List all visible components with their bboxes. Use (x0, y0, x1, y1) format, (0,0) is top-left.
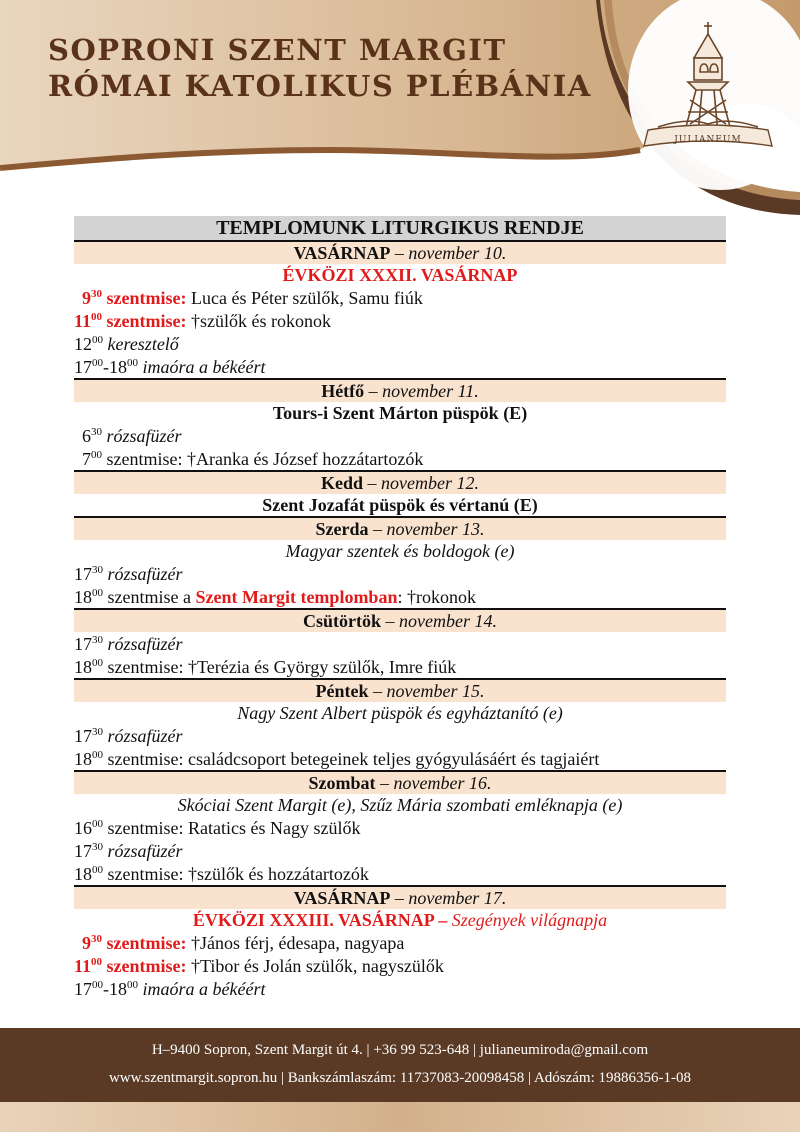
item-text: szentmise: családcsoport betegeinek teljes gyógyulásáért és tagjaiért (103, 749, 600, 769)
hour: 17 (74, 726, 92, 746)
minute: 00 (92, 818, 103, 830)
schedule-item (74, 655, 726, 678)
minute: 00 (92, 979, 103, 991)
hour: 7 (82, 449, 91, 469)
hour: 17 (74, 979, 92, 999)
hour: 18 (74, 749, 92, 769)
hour: 6 (82, 426, 91, 446)
dash: – (390, 888, 409, 908)
minute: 30 (91, 288, 102, 300)
feast-title: ÉVKÖZI XXXIII. VASÁRNAP – (192, 910, 452, 930)
feast-name: ÉVKÖZI XXXII. VASÁRNAP (282, 265, 518, 285)
hour: 17 (74, 634, 92, 654)
day-header (74, 516, 726, 540)
schedule-title: TEMPLOMUNK LITURGIKUS RENDJE (74, 216, 726, 242)
parish-title (48, 32, 592, 104)
hour: 11 (74, 311, 92, 331)
minute-end: 00 (127, 979, 138, 991)
dash: – (363, 473, 382, 493)
day-name: VASÁRNAP (293, 888, 391, 908)
parish-title-line2: RÓMAI KATOLIKUS PLÉBÁNIA (48, 69, 592, 103)
day-header (74, 770, 726, 794)
day-date: november 13. (386, 519, 485, 539)
schedule-item (74, 954, 726, 977)
day-header (74, 470, 726, 494)
minute: 00 (91, 956, 103, 968)
day-name: Szerda (315, 519, 369, 539)
item-text: keresztelő (103, 334, 179, 354)
minute: 30 (92, 564, 103, 576)
hour: 9 (82, 933, 91, 953)
minute: 30 (92, 841, 103, 853)
dash: – (368, 519, 387, 539)
minute: 30 (91, 933, 102, 945)
item-text: rózsafüzér (102, 426, 182, 446)
item-text: rózsafüzér (103, 726, 183, 746)
dash: – (368, 681, 387, 701)
item-text: szentmise: †Terézia és György szülők, Imre fiúk (103, 657, 457, 677)
schedule-item (74, 839, 726, 862)
feast-name (74, 909, 726, 931)
schedule-item (74, 447, 726, 470)
hour: 17 (74, 357, 92, 377)
item-text: rózsafüzér (103, 634, 183, 654)
day-date: november 14. (399, 611, 497, 631)
schedule-item (74, 309, 726, 332)
minute: 00 (91, 449, 102, 461)
hour-end: 18 (109, 357, 127, 377)
feast-name: Skóciai Szent Margit (e), Szűz Mária szombati emléknapja (e) (177, 795, 623, 815)
item-text: imaóra a békéért (138, 979, 266, 999)
schedule-item (74, 562, 726, 585)
item-text: †Tibor és Jolán szülők, nagyszülők (186, 956, 444, 976)
day-date: november 16. (393, 773, 492, 793)
hour: 17 (74, 564, 92, 584)
feast-name: Magyar szentek és boldogok (e) (285, 541, 515, 561)
day-date: november 10. (408, 243, 507, 263)
item-text: szentmise: †szülők és hozzátartozók (103, 864, 369, 884)
footer-bank-info: www.szentmargit.sopron.hu | Bankszámlaszám: 11737083-20098458 | Adószám: 19886356-1-08 (108, 1070, 692, 1086)
minute: 00 (92, 357, 103, 369)
item-text: Luca és Péter szülők, Samu fiúk (186, 288, 423, 308)
hour: 9 (82, 288, 91, 308)
schedule-item (74, 862, 726, 885)
footer-decoration (0, 1102, 800, 1132)
item-text: rózsafüzér (103, 564, 183, 584)
dash: – (364, 381, 383, 401)
item-text: rózsafüzér (103, 841, 183, 861)
day-name: Kedd (321, 473, 364, 493)
feast-subtitle: Szegények világnapja (451, 910, 608, 930)
item-label: szentmise: (102, 956, 187, 976)
day-date: november 12. (381, 473, 479, 493)
day-date: november 17. (408, 888, 507, 908)
liturgical-schedule (74, 216, 726, 1000)
day-header (74, 242, 726, 264)
day-name: Csütörtök (303, 611, 382, 631)
item-text: szentmise: †Aranka és József hozzátartozók (102, 449, 424, 469)
item-text: †szülők és rokonok (186, 311, 331, 331)
parish-title-line1: SOPRONI SZENT MARGIT (48, 33, 507, 67)
minute: 00 (92, 334, 103, 346)
minute: 30 (92, 726, 103, 738)
schedule-item (74, 816, 726, 839)
day-header (74, 678, 726, 702)
church-name: Szent Margit templomban (195, 587, 398, 607)
dash: – (375, 773, 394, 793)
footer (0, 1028, 800, 1102)
hour: 17 (74, 841, 92, 861)
julianeum-logo (628, 12, 788, 172)
hour: 18 (74, 864, 92, 884)
hour: 11 (74, 956, 92, 976)
hour: 18 (74, 587, 92, 607)
feast-name: Nagy Szent Albert püspök és egyháztanító (e) (237, 703, 563, 723)
day-header (74, 885, 726, 909)
schedule-item (74, 931, 726, 954)
minute: 00 (92, 749, 103, 761)
hour: 18 (74, 657, 92, 677)
item-label: szentmise: (102, 933, 187, 953)
day-header (74, 378, 726, 402)
hour: 16 (74, 818, 92, 838)
item-text: †János férj, édesapa, nagyapa (186, 933, 405, 953)
item-text: szentmise a (103, 587, 196, 607)
day-name: Hétfő (321, 381, 365, 401)
schedule-item (74, 724, 726, 747)
schedule-item (74, 424, 726, 447)
logo-text: JULIANEUM (674, 135, 742, 145)
item-text: : †rokonok (397, 587, 476, 607)
minute: 30 (91, 426, 102, 438)
item-label: szentmise: (102, 288, 187, 308)
hour-end: 18 (109, 979, 127, 999)
schedule-item (74, 332, 726, 355)
dash: – (390, 243, 409, 263)
item-label: szentmise: (102, 311, 187, 331)
day-name: Szombat (308, 773, 376, 793)
minute: 00 (92, 657, 103, 669)
schedule-item: $17^{00}-18^{00}$ imaóra a békéért (74, 979, 266, 999)
schedule-item (74, 632, 726, 655)
hour: 12 (74, 334, 92, 354)
item-text: szentmise: Ratatics és Nagy szülők (103, 818, 361, 838)
schedule-item (74, 585, 726, 608)
feast-name: Szent Jozafát püspök és vértanú (E) (262, 495, 538, 515)
minute: 00 (92, 587, 103, 599)
day-header (74, 608, 726, 632)
footer-contact: H–9400 Sopron, Szent Margit út 4. | +36 99 523-648 | julianeumiroda@gmail.com (151, 1042, 649, 1058)
minute-end: 00 (127, 357, 138, 369)
feast-name: Tours-i Szent Márton püspök (E) (272, 403, 528, 423)
day-date: november 11. (382, 381, 479, 401)
minute: 30 (92, 634, 103, 646)
item-text: imaóra a békéért (138, 357, 266, 377)
schedule-item (74, 747, 726, 770)
schedule-item: $17^{00}-18^{00}$ imaóra a békéért (74, 357, 266, 377)
day-name: VASÁRNAP (293, 243, 391, 263)
day-date: november 15. (386, 681, 485, 701)
dash: – (381, 611, 400, 631)
schedule-item (74, 286, 726, 309)
minute: 00 (92, 864, 103, 876)
day-name: Péntek (315, 681, 369, 701)
minute: 00 (91, 311, 103, 323)
